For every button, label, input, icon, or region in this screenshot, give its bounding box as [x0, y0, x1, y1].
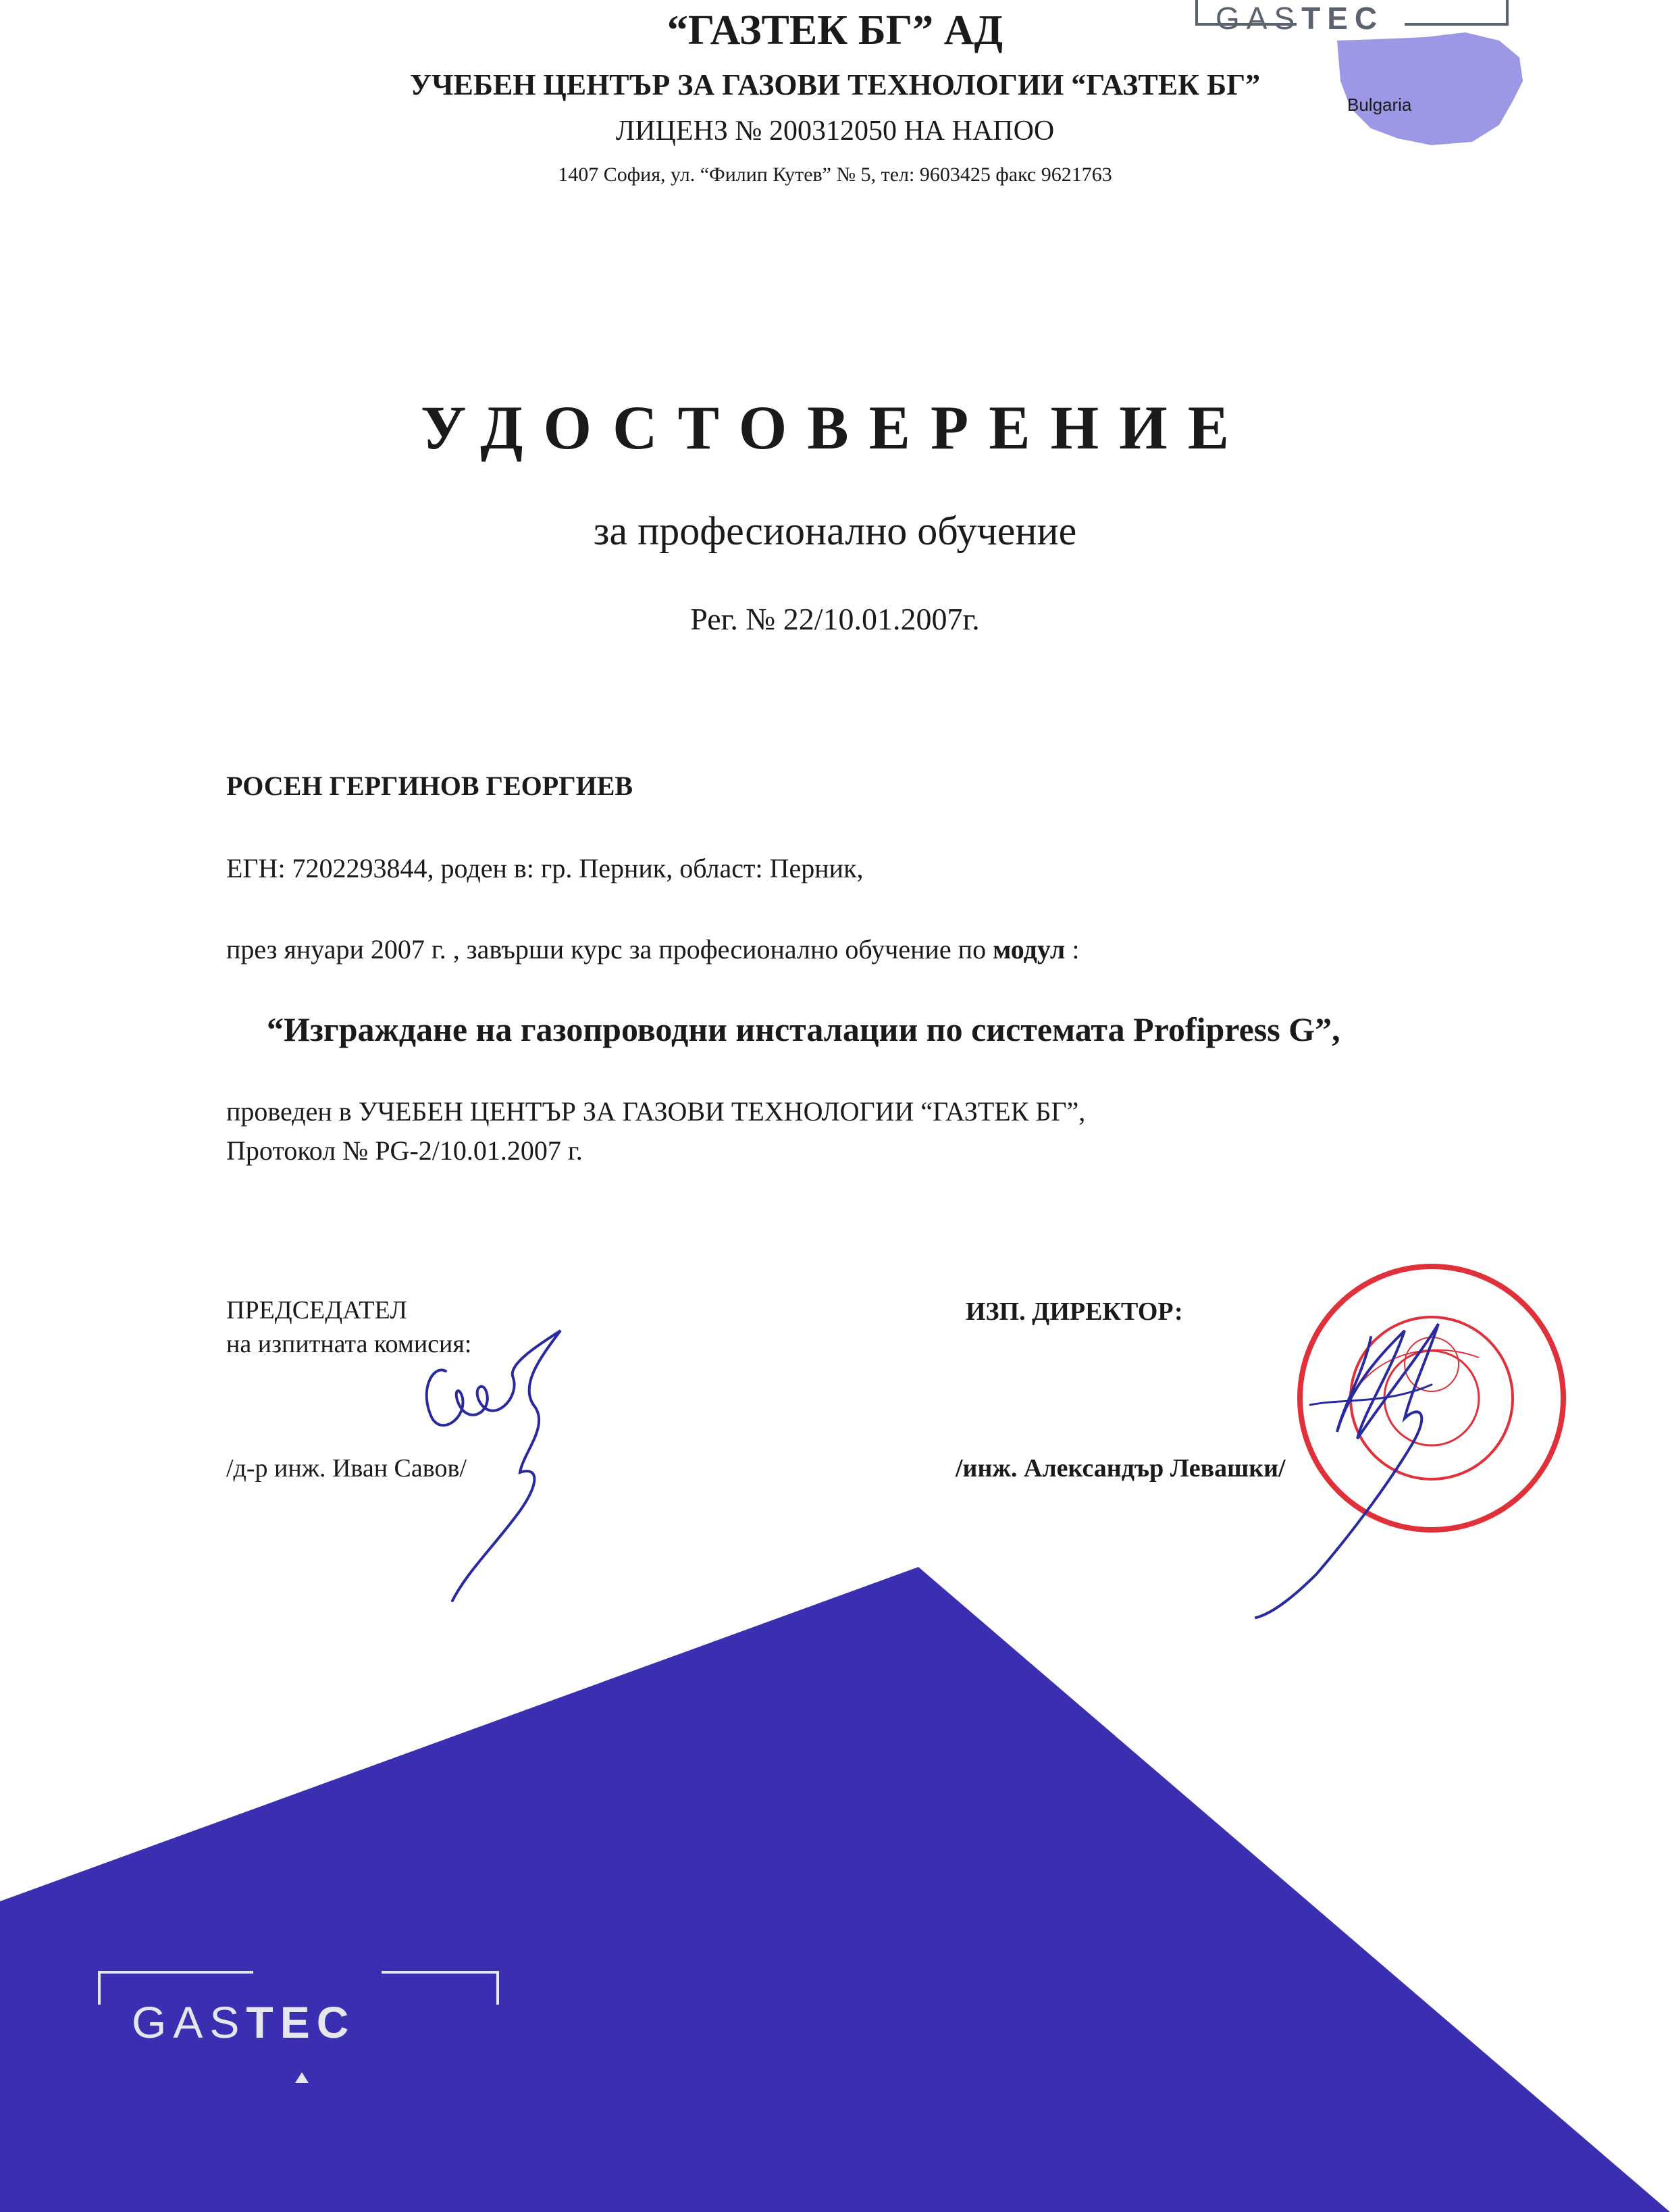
module-name: “Изграждане на газопроводни инсталации по системата Profipress G”,: [267, 1010, 1340, 1048]
training-center-name: УЧЕБЕН ЦЕНТЪР ЗА ГАЗОВИ ТЕХНОЛОГИИ “ГАЗТЕК БГ”: [409, 68, 1261, 101]
held-line: проведен в УЧЕБЕН ЦЕНТЪР ЗА ГАЗОВИ ТЕХНОЛОГИИ “ГАЗТЕК БГ”,: [226, 1096, 1086, 1127]
registration-number: Рег. № 22/10.01.2007г.: [690, 602, 980, 636]
course-line-bold: модул: [993, 934, 1066, 964]
director-label: ИЗП. ДИРЕКТОР:: [966, 1297, 1183, 1326]
logo-tec-text: TEC: [1301, 1, 1384, 36]
license-line: ЛИЦЕНЗ № 200312050 НА НАПОО: [615, 115, 1055, 147]
bottom-logo: [98, 1971, 503, 2092]
protocol-line: Протокол № PG-2/10.01.2007 г.: [226, 1135, 583, 1166]
course-line-suffix: :: [1065, 934, 1080, 964]
document-title: УДОСТОВЕРЕНИЕ: [420, 393, 1250, 462]
chairman-label: ПРЕДСЕДАТЕЛ: [226, 1296, 407, 1324]
company-name: “ГАЗТЕК БГ” АД: [667, 7, 1003, 53]
chairman-name: /д-р инж. Иван Савов/: [226, 1454, 467, 1483]
egn-line: ЕГН: 7202293844, роден в: гр. Перник, област: Перник,: [226, 853, 864, 883]
bottom-logo-tec-text: TEC: [246, 1997, 356, 2047]
map-country-label: Bulgaria: [1347, 95, 1412, 115]
logo-gas-text: GAS: [1216, 1, 1302, 36]
course-line: [226, 933, 1079, 965]
recipient-name: РОСЕН ГЕРГИНОВ ГЕОРГИЕВ: [226, 771, 633, 801]
chairman-sublabel: на изпитната комисия:: [226, 1330, 472, 1358]
director-name: /инж. Александър Левашки/: [956, 1454, 1286, 1483]
course-line-prefix: през януари 2007 г. , завърши курс за професионално обучение по: [226, 934, 993, 964]
document-subtitle: за професионално обучение: [593, 509, 1077, 553]
address-line: 1407 София, ул. “Филип Кутев” № 5, тел: 9603425 факс 9621763: [558, 163, 1112, 186]
bottom-logo-gas-text: GAS: [132, 1997, 246, 2047]
chairman-signature: [405, 1317, 621, 1607]
director-signature: [1209, 1310, 1499, 1621]
